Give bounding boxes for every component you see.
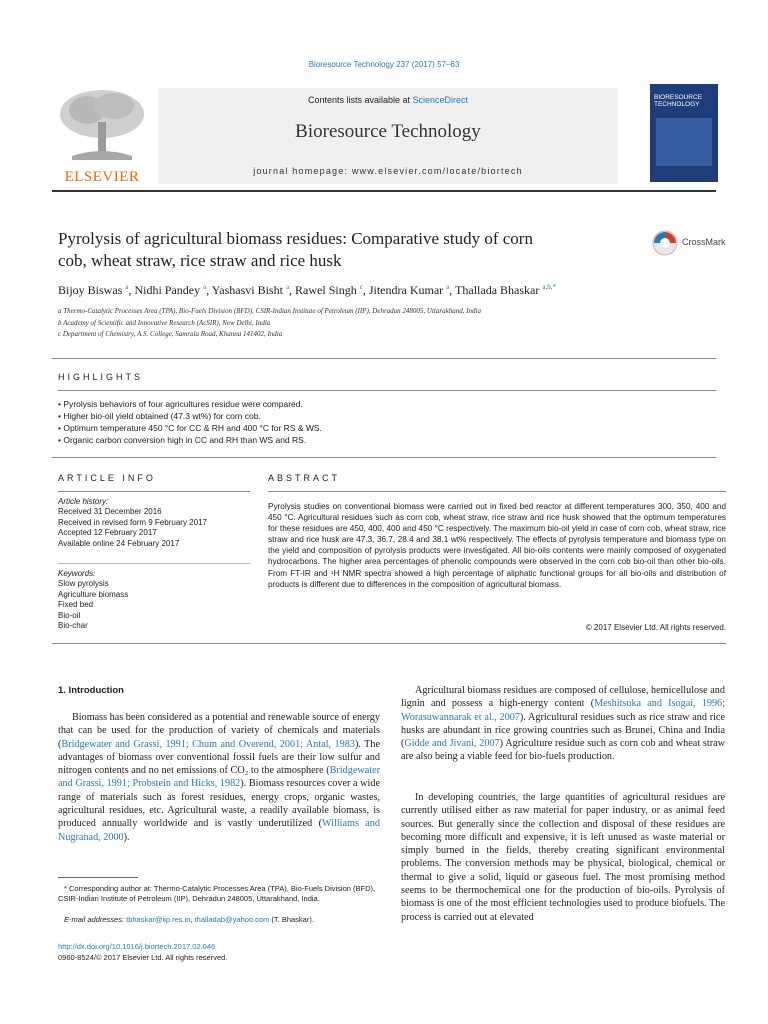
journal-homepage[interactable]: journal homepage: www.elsevier.com/locate/biortech [253, 166, 523, 176]
title-line-2: cob, wheat straw, rice straw and rice husk [58, 251, 342, 270]
title-line-1: Pyrolysis of agricultural biomass residues: Comparative study of corn [58, 229, 533, 248]
cover-title-line2: TECHNOLOGY [654, 101, 700, 108]
author-name[interactable]: Bijoy Biswas [58, 283, 123, 297]
keyword: Bio-oil [58, 610, 81, 620]
text: ). Biomass resources cover a wide range of materials such as forest residues, energy crops, organic wastes, agricultural residues, etc. Agricultural waste, a readily available biomass, is produced annually worldwide and is vastly underutilized ( [58, 778, 380, 830]
keyword: Agriculture biomass [58, 589, 129, 599]
divider [58, 563, 250, 564]
text: Biomass has been considered as a potential and renewable source of energy that can be used for the production of variety of chemicals and materials ( [58, 712, 380, 750]
journal-title: Bioresource Technology [295, 121, 481, 142]
author-name[interactable]: Yashasvi Bisht [211, 283, 283, 297]
journal-cover[interactable] [650, 84, 718, 182]
author-affiliation-ref[interactable]: a,b,* [542, 283, 556, 291]
author-list: Bijoy Biswas $^a$, Nidhi Pandey $^a$, Yashasvi Bisht $^a$, Rawel Singh $^c$, Jitendra Kumar $^a$, Thallada Bhaskar $^{a,b,*}$ [58, 283, 556, 297]
text: Agricultural biomass residues are composed of cellulose, hemicellulose and lignin and possess a high-energy content ( [401, 685, 725, 710]
crossmark-label: CrossMark [682, 237, 726, 247]
email-link[interactable]: thalladab@yahoo.com [194, 915, 270, 924]
author-name[interactable]: Rawel Singh [295, 283, 357, 297]
text: ) Agriculture residue such as corn cob and wheat straw are also being a viable feed for bio-fuels production. [401, 738, 725, 763]
highlight-item: • Optimum temperature 450 °C for CC & RH and 400 °C for RS & WS. [58, 423, 322, 433]
cover-title-line1: BIORESOURCE [654, 94, 703, 101]
abstract-copyright: © 2017 Elsevier Ltd. All rights reserved. [585, 623, 726, 632]
history-received: Received 31 December 2016 [58, 507, 162, 517]
author-name[interactable]: Jitendra Kumar [368, 283, 444, 297]
history-accepted: Accepted 12 February 2017 [58, 528, 157, 538]
text: ). Agricultural residues such as rice straw and rice husks are abundant in rice growing countries such as Brunei, China and India ( [401, 711, 725, 750]
abstract-text: Pyrolysis studies on conventional biomass were carried out in fixed bed reactor at different temperatures 300, 350, 400 and 450 °C. Agricultural residues such as corn cob, wheat straw, rice straw and rice husk showed that the optimum temperatures for these residues are 450, 400, 400 and 450 °C respectively. The maximum bio-oil yield in case of corn cob, wheat straw, rice straw and rice husk are 47.3, 36.7, 28.4 and 38.1 wt% respectively. The effects of pyrolysis temperature and biomass type on the yield and composition of pyrolysis products were investigated. All bio-oils contents were mainly composed of oxygenated hydrocarbons. The higher area percentages of phenolic compounds were observed in the corn cob bio-oil than other bio-oils. From FT-IR and ¹H NMR spectra showed a high percentage of aliphatic functional groups for all bio-oils and distribution of products is different due to differences in the composition of agricultural biomass. [268, 502, 726, 589]
keywords [58, 569, 128, 631]
tree-logo-icon [52, 86, 152, 162]
author-affiliation-ref[interactable]: a [125, 283, 129, 291]
highlights-heading: HIGHLIGHTS [58, 372, 144, 382]
highlight-item: • Pyrolysis behaviors of four agricultures residue were compared. [58, 399, 303, 409]
intro-paragraph-1 [58, 711, 380, 844]
email-label: E-mail addresses: [64, 915, 127, 924]
cover-image [656, 118, 712, 166]
author-affiliation-ref[interactable]: a [203, 283, 207, 291]
header-rule [52, 190, 716, 192]
text: , [190, 915, 195, 924]
citation-link[interactable]: Williams and Nugranad, 2000 [58, 818, 380, 843]
citation-link[interactable]: Gidde and Jivani, 2007 [404, 738, 500, 750]
highlight-item: • Organic carbon conversion high in CC and RH than WS and RS. [58, 435, 307, 445]
contents-line [158, 95, 618, 105]
article-title [58, 228, 638, 272]
divider [58, 390, 716, 391]
abstract-heading: ABSTRACT [268, 473, 341, 483]
elsevier-logo[interactable] [52, 86, 152, 185]
divider [58, 491, 250, 492]
affiliation-c: c Department of Chemistry, A.S. College, Samrala Road, Khanna 141402, India [58, 330, 283, 338]
contents-prefix: Contents lists available at [307, 95, 413, 105]
author-affiliation-ref[interactable]: a [285, 283, 290, 291]
affiliation-b: b Academy of Scientific and Innovative Research (AcSIR), New Delhi, India [58, 319, 271, 327]
intro-paragraph-2 [401, 684, 725, 764]
keyword: Slow pyrolysis [58, 579, 109, 589]
article-info-heading: ARTICLE INFO [58, 473, 156, 483]
intro-heading: 1. Introduction [58, 685, 124, 696]
divider [52, 358, 716, 359]
journal-header [158, 88, 618, 184]
email-link[interactable]: tbhaskar@iip.res.in [126, 915, 191, 924]
sciencedirect-link[interactable]: ScienceDirect [412, 95, 469, 105]
author-affiliation-ref[interactable]: c [359, 283, 363, 291]
crossmark-icon [652, 230, 678, 256]
journal-citation[interactable]: Bioresource Technology 237 (2017) 57–63 [308, 60, 460, 69]
keywords-label: Keywords: [58, 569, 96, 578]
keyword: Fixed bed [58, 600, 94, 610]
citation-link[interactable]: Meshitsuka and Isogai, 1996; Worasuwannarak et al., 2007 [401, 698, 725, 723]
divider [52, 643, 726, 644]
history-label: Article history: [58, 497, 109, 506]
divider [268, 491, 726, 492]
doi-link[interactable]: http://dx.doi.org/10.1016/j.biortech.2017.02.046 [58, 942, 216, 951]
history-online: Available online 24 February 2017 [58, 538, 180, 548]
email-line [64, 915, 380, 925]
citation-link[interactable]: Bridgewater and Grassi, 1991; Chum and Overend, 2001; Antal, 1983 [61, 738, 355, 750]
corresponding-author: * Corresponding author at: Thermo-Catalytic Processes Area (TPA), Bio-Fuels Division (BFD), CSIR-Indian Institute of Petroleum (IIP), Dehradun 248005, Uttarakhand, India. [58, 884, 376, 903]
text: (T. Bhaskar). [269, 915, 314, 924]
citation-link[interactable]: Bridgewater and Grassi, 1991; Probstein and Hicks, 1982 [58, 765, 380, 790]
text: ). The advantages of biomass over conventional fossil fuels are their low sulfur and nitrogen contents and no net emissions of CO₂ to the atmosphere ( [58, 738, 381, 777]
article-history [58, 497, 207, 549]
elsevier-wordmark: ELSEVIER [64, 169, 140, 185]
crossmark-button[interactable] [652, 230, 732, 258]
divider [52, 457, 716, 458]
footnote-rule [58, 877, 138, 878]
text: ). [123, 831, 130, 843]
author-name[interactable]: Thallada Bhaskar [455, 283, 540, 297]
affiliation-a: a Thermo-Catalytic Processes Area (TPA), Bio-Fuels Division (BFD), CSIR-Indian Institute of Petroleum (IIP), Dehradun 248005, Uttarakhand, India [58, 307, 481, 315]
author-name[interactable]: Nidhi Pandey [134, 283, 201, 297]
issn-line: 0960-8524/© 2017 Elsevier Ltd. All rights reserved. [58, 953, 228, 962]
highlight-item: • Higher bio-oil yield obtained (47.3 wt%) for corn cob. [58, 411, 261, 421]
author-affiliation-ref[interactable]: a [446, 283, 450, 291]
keyword: Bio-char [58, 621, 88, 631]
intro-paragraph-3: In developing countries, the large quantities of agricultural residues are currently utilised either as raw material for paper industry, or as animal feed sources. But generally since the collection and disposal of these residues are becoming more difficult and expensive, it is left unused as waste material or simply burned in the fields, thereby creating significant environmental problems. The conversion methods may be physical, biological, chemical or thermal to give a solid, liquid or gaseous fuel. The most promising method seems to be thermochemical one for the production of bio-oils. Pyrolysis of biomass is one of the most efficient technologies used to produce biofuels. The process is carried out at elevated [401, 792, 725, 923]
history-revised: Received in revised form 9 February 2017 [58, 517, 207, 527]
